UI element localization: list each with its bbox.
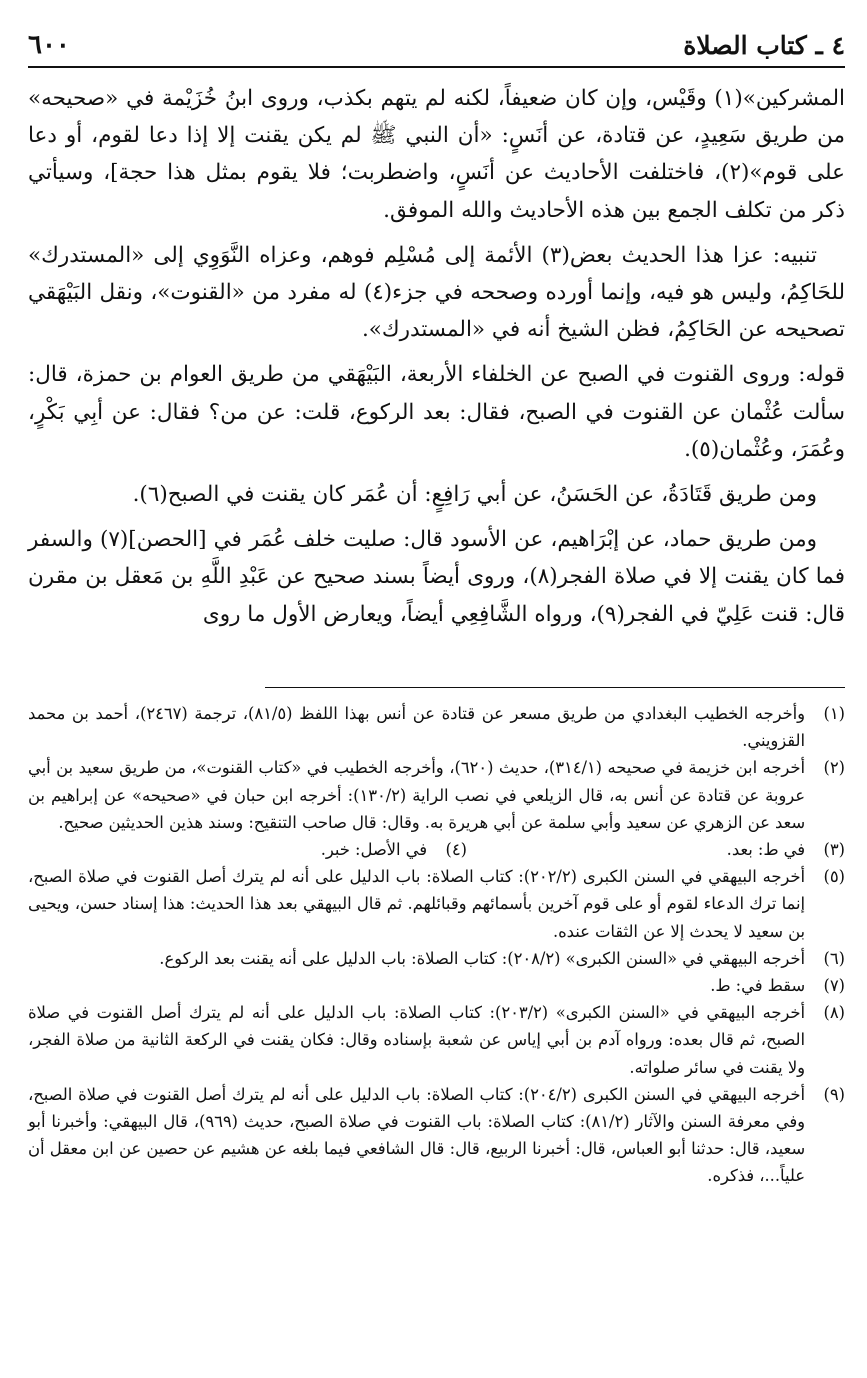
footnote-row-3-4 [28,836,845,863]
footnote-text: أخرجه البيهقي في «السنن الكبرى» (٢٠٣/٢): كتاب الصلاة: باب الدليل على أنه لم يترك أصل القنوت في صلاة الصبح، ثم قال بعده: ورواه آدم بن أبي إياس عن شعبة بإسناده وقال: فكان يقنت في الركعة الثانية من صلاة الفجر، ولا يقنت في سائر صلواته. [28,1003,805,1077]
footnote-number: (٩) [823,1084,845,1104]
footnote-number: (٦) [823,948,845,968]
footnote-text: في ط: بعد. [726,840,805,860]
paragraph-1: المشركين»(١) وقَيْس، وإن كان ضعيفاً، لكنه لم يتهم بكذب، وروى ابنُ خُزَيْمة في «صحيحه» من طريق سَعِيدٍ، عن قتادة، عن أنَسٍ: «أن النبي ﷺ لم يكن يقنت إلا إذا دعا لقوم، أو دعا على قوم»(٢)، فاختلفت الأحاديث عن أنَسٍ، واضطربت؛ فلا يقوم بمثل هذا حجة]، وسيأتي ذكر من تكلف الجمع بين هذه الأحاديث والله الموفق. [28,86,845,223]
footnote-text: في الأصل: خبر. [320,840,427,860]
footnote-3 [485,836,845,863]
footnote-number: (١) [823,704,845,723]
footnote-number: (٨) [823,1003,845,1023]
footnote-number: (٣) [823,840,845,860]
footnote-5 [28,863,845,945]
chapter-title: ٤ ـ كتاب الصلاة [683,31,845,60]
page-number: ٦٠٠ [28,30,70,60]
footnote-4 [321,836,467,863]
footnote-number: (٢) [823,758,845,778]
footnote-text: سقط في: ط. [710,976,805,996]
footnote-1 [28,700,845,754]
footnote-text: أخرجه ابن خزيمة في صحيحه (٣١٤/١)، حديث (٦٢٠)، وأخرجه الخطيب في «كتاب القنوت»، من طريق سعيد بن أبي عروبة عن قتادة عن أنس به، قال الزيلعي في نصب الراية (١٣٠/٢): أخرجه ابن حبان في «صحيحه» عن إبراهيم بن سعد عن الزهري عن سعيد وأبي سلمة عن أبي هريرة به. وقال: قال صاحب التنقيح: وسند هذين الحديثين صحيح. [28,758,805,832]
paragraph-5: ومن طريق حماد، عن إبْرَاهيم، عن الأسود قال: صليت خلف عُمَر في [الحصن](٧) والسفر فما كان يقنت إلا في صلاة الفجر(٨)، وروى أيضاً بسند صحيح عن عَبْدِ اللَّهِ بن مَعقل بن مقرن قال: قنت عَلِيّ في الفجر(٩)، ورواه الشَّافِعِي أيضاً، ويعارض الأول ما روى [28,527,846,627]
footnote-6 [28,945,845,972]
footnote-number: (٧) [823,976,845,996]
paragraph-2: تنبيه: عزا هذا الحديث بعض(٣) الأئمة إلى مُسْلِم فوهم، وعزاه النَّوَوِي إلى «المستدرك» للحَاكِمُ، وليس هو فيه، وإنما أورده وصححه في جزء(٤) له مفرد من «القنوت»، ونقل البَيْهَقي تصحيحه عن الحَاكِمُ، فظن الشيخ أنه في «المستدرك». [28,242,845,343]
footnote-7 [28,972,845,999]
footnote-number: (٥) [823,867,845,887]
page-header [28,26,845,68]
footnote-text: أخرجه البيهقي في السنن الكبرى (٢٠٤/٢): كتاب الصلاة: باب الدليل على أنه لم يترك أصل القنوت في صلاة الصبح، وفي معرفة السنن والآثار (٨١/٢): كتاب الصلاة: باب القنوت في صلاة الصبح، حديث (٩٦٩)، قال البيهقي: وأخبرنا أبو سعيد، قال: حدثنا أبو العباس، قال: أخبرنا الربيع، قال: قال الشافعي فيما بلغه عن هشيم عن حصين عن ابن معقل أن علياً...، فذكره. [28,1084,806,1186]
footnote-8 [28,999,845,1081]
main-text [28,80,845,641]
footnote-text: أخرجه البيهقي في «السنن الكبرى» (٢٠٨/٢): كتاب الصلاة: باب الدليل على أنه يقنت بعد الركوع. [159,948,805,968]
footnote-divider [265,687,845,688]
footnote-2 [28,754,845,836]
paragraph-3: قوله: وروى القنوت في الصبح عن الخلفاء الأربعة، البَيْهَقي من طريق العوام بن حمزة، قال: سألت عُثْمان عن القنوت في الصبح، فقال: بعد الركوع، قلت: عن من؟ فقال: عن أبِي بَكْرٍ، وعُمَرَ، وعُثْمان(٥). [28,362,845,462]
paragraph-4: ومن طريق قَتَادَةُ، عن الحَسَنُ، عن أبي رَافِعٍ: أن عُمَر كان يقنت في الصبح(٦). [132,482,817,508]
footnote-number: (٤) [445,840,467,860]
footnote-text: وأخرجه الخطيب البغدادي من طريق مسعر عن قتادة عن أنس بهذا اللفظ (٨١/٥)، ترجمة (٢٤٦٧)، أحمد بن محمد القزويني. [28,704,806,751]
footnote-text: أخرجه البيهقي في السنن الكبرى (٢٠٢/٢): كتاب الصلاة: باب الدليل على أنه لم يترك أصل القنوت في صلاة الصبح، إنما ترك الدعاء لقوم أو على قوم آخرين بأسمائهم وقبائلهم. ثم قال البيهقي بعد هذا الحديث: هذا إسناد حسن، ويحيى بن سعيد لا يحدث إلا عن الثقات عنده. [28,867,806,941]
footnote-9 [28,1081,845,1190]
footnotes [28,700,845,1190]
